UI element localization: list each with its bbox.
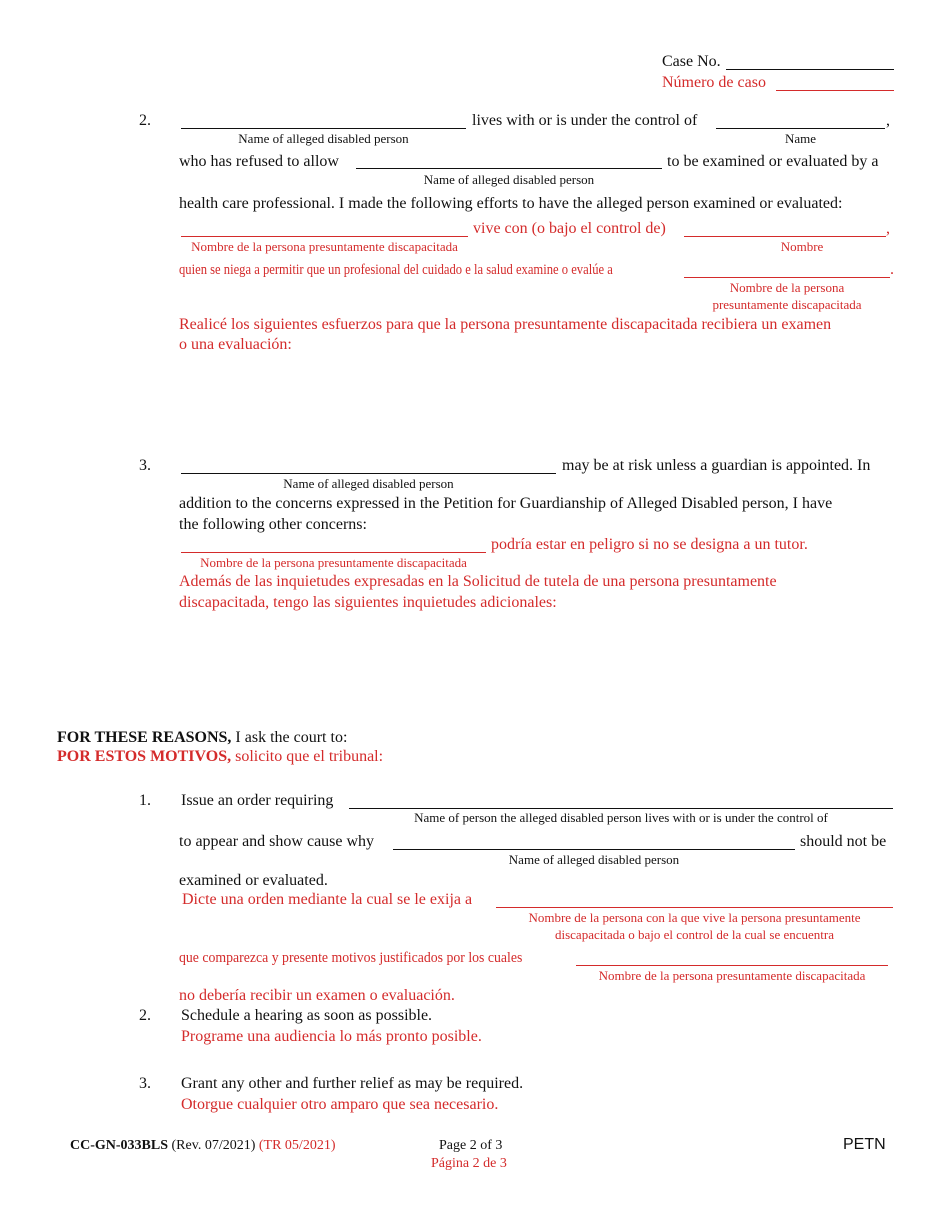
item2-refused-text: who has refused to allow <box>179 153 339 170</box>
item3-es-peligro-text: podría estar en peligro si no se designa a un tutor. <box>491 536 808 553</box>
footer-form-code: CC-GN-033BLS <box>70 1138 169 1153</box>
item2-comma: , <box>886 112 890 129</box>
req1-should-text: should not be <box>800 833 887 850</box>
item2-name-caption: Name <box>784 131 817 146</box>
item2-es-efforts-line1: Realicé los siguientes esfuerzos para que la persona presuntamente discapacitada recibiera un examen <box>179 316 832 333</box>
req1-examined-text: examined or evaluated. <box>179 872 328 889</box>
req2-text-es: Programe una audiencia lo más pronto posible. <box>181 1028 482 1045</box>
item3-at-risk-text: may be at risk unless a guardian is appointed. In <box>562 457 871 474</box>
case-number-label-es: Número de caso <box>662 74 766 91</box>
req1-es-adp-name-caption: Nombre de la persona presuntamente discapacitada <box>598 968 866 983</box>
req1-adp-name-caption: Name of alleged disabled person <box>508 852 680 867</box>
reasons-rest-es: solicito que el tribunal: <box>235 748 384 765</box>
req1-appear-text: to appear and show cause why <box>179 833 375 850</box>
item3-es-ademas-line1: Además de las inquietudes expresadas en la Solicitud de tutela de una persona presuntamente <box>179 573 777 590</box>
req1-es-comparezca-text: que comparezca y presente motivos justificados por los cuales <box>179 950 523 966</box>
item2-lives-with-text: lives with or is under the control of <box>472 112 698 129</box>
case-number-field-es[interactable] <box>776 90 894 91</box>
req1-issue-text: Issue an order requiring <box>181 792 334 809</box>
footer-form-id <box>70 1138 335 1154</box>
reasons-rest: I ask the court to: <box>235 729 348 746</box>
item2-adp-name-caption: Name of alleged disabled person <box>238 131 409 146</box>
footer-rev: (Rev. 07/2021) <box>171 1138 256 1153</box>
footer-page-es: Página 2 de 3 <box>431 1156 507 1171</box>
footer-page: Page 2 of 3 <box>439 1138 503 1153</box>
item2-es-quien-text: quien se niega a permitir que un profesional del cuidado e la salud examine o evalúe a <box>179 262 613 278</box>
item2-es-name-caption: Nombre <box>780 239 824 254</box>
item2-health-care-text: health care professional. I made the following efforts to have the alleged person examined or evaluated: <box>179 195 843 212</box>
req3-text: Grant any other and further relief as may be required. <box>181 1075 524 1092</box>
reasons-bold: FOR THESE REASONS, <box>57 729 232 746</box>
req3-text-es: Otorgue cualquier otro amparo que sea necesario. <box>181 1096 499 1113</box>
item2-es-vive-text: vive con (o bajo el control de) <box>473 220 666 237</box>
item2-es-comma: , <box>886 220 890 237</box>
req1-es-adp-name-field[interactable] <box>576 965 888 966</box>
req1-person-name-caption: Name of person the alleged disabled person lives with or is under the control of <box>414 810 828 825</box>
item2-es-controller-name-field[interactable] <box>684 236 886 237</box>
item2-es-adp-name-field-2[interactable] <box>684 277 890 278</box>
item2-adp-name-field[interactable] <box>181 128 466 129</box>
reasons-heading-es <box>57 748 383 766</box>
item3-adp-name-caption: Name of alleged disabled person <box>283 476 454 491</box>
req1-number: 1. <box>139 792 151 809</box>
item3-adp-name-field[interactable] <box>181 473 556 474</box>
req1-person-name-field[interactable] <box>349 808 893 809</box>
case-number-label: Case No. <box>662 53 721 70</box>
req1-es-person-name-field[interactable] <box>496 907 893 908</box>
item3-addition-text: addition to the concerns expressed in the Petition for Guardianship of Alleged Disabled person, I have <box>179 495 833 512</box>
item2-es-adp-name-caption-2a: Nombre de la persona <box>729 280 845 295</box>
req2-text: Schedule a hearing as soon as possible. <box>181 1007 433 1024</box>
item3-es-adp-name-caption: Nombre de la persona presuntamente discapacitada <box>200 555 467 570</box>
item2-es-adp-name-field[interactable] <box>181 236 468 237</box>
item3-other-text: the following other concerns: <box>179 516 367 533</box>
req3-number: 3. <box>139 1075 151 1092</box>
footer-tr: (TR 05/2021) <box>258 1138 336 1153</box>
item2-examined-text: to be examined or evaluated by a <box>667 153 879 170</box>
reasons-bold-es: POR ESTOS MOTIVOS, <box>57 748 232 765</box>
item2-es-efforts-line2: o una evaluación: <box>179 336 292 353</box>
item2-controller-name-field[interactable] <box>716 128 885 129</box>
req1-es-person-caption-line2: discapacitada o bajo el control de la cual se encuentra <box>554 927 834 942</box>
item3-es-adp-name-field[interactable] <box>181 552 486 553</box>
footer-code: PETN <box>843 1136 886 1153</box>
req2-number: 2. <box>139 1007 151 1024</box>
item2-adp-name-caption-2: Name of alleged disabled person <box>423 172 595 187</box>
item2-adp-name-field-2[interactable] <box>356 168 662 169</box>
item2-es-adp-name-caption-2b: presuntamente discapacitada <box>712 297 862 312</box>
item2-es-adp-name-caption: Nombre de la persona presuntamente discapacitada <box>191 239 458 254</box>
case-number-field[interactable] <box>726 69 894 70</box>
item2-number: 2. <box>139 112 151 129</box>
req1-adp-name-field[interactable] <box>393 849 795 850</box>
req1-es-no-deberia-text: no debería recibir un examen o evaluación. <box>179 987 455 1004</box>
req1-es-dicte-text: Dicte una orden mediante la cual se le exija a <box>182 891 473 908</box>
item3-es-ademas-line2: discapacitada, tengo las siguientes inquietudes adicionales: <box>179 594 557 611</box>
item2-es-period: . <box>890 261 894 278</box>
reasons-heading <box>57 729 347 747</box>
req1-es-person-caption-line1: Nombre de la persona con la que vive la persona presuntamente <box>528 910 861 925</box>
item3-number: 3. <box>139 457 151 474</box>
